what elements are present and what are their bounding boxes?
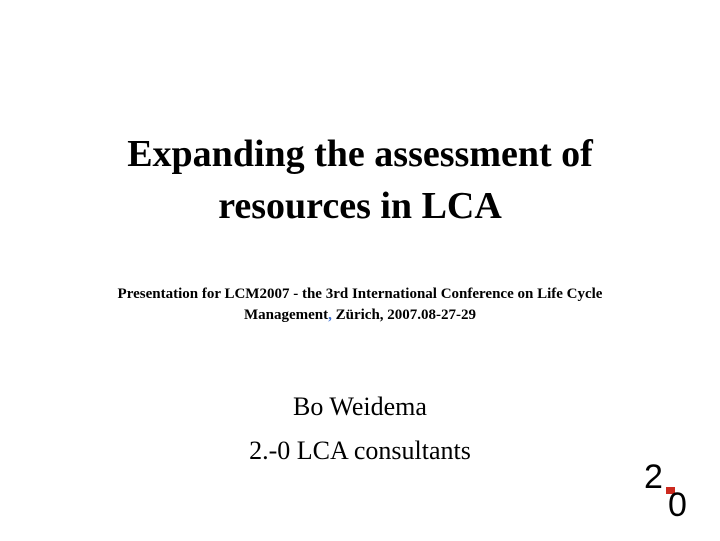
slide-subtitle bbox=[30, 284, 690, 326]
subtitle-comma: , bbox=[328, 307, 332, 323]
author-organization: 2.-0 LCA consultants bbox=[249, 436, 471, 465]
title-line-2: resources in LCA bbox=[218, 185, 502, 227]
logo-digit-two: 2 bbox=[644, 458, 663, 496]
subtitle-management: Management bbox=[243, 307, 329, 323]
subtitle-line-1: Presentation for LCM2007 - the 3rd International Conference on Life Cycle bbox=[117, 286, 603, 302]
author-name: Bo Weidema bbox=[293, 392, 427, 421]
author-block bbox=[60, 385, 660, 473]
company-logo bbox=[642, 458, 698, 520]
slide-title bbox=[40, 128, 680, 232]
logo-digit-zero: 0 bbox=[668, 486, 687, 520]
title-line-1: Expanding the assessment of bbox=[127, 133, 593, 175]
subtitle-location-date: Zürich, 2007.08-27-29 bbox=[331, 307, 477, 323]
